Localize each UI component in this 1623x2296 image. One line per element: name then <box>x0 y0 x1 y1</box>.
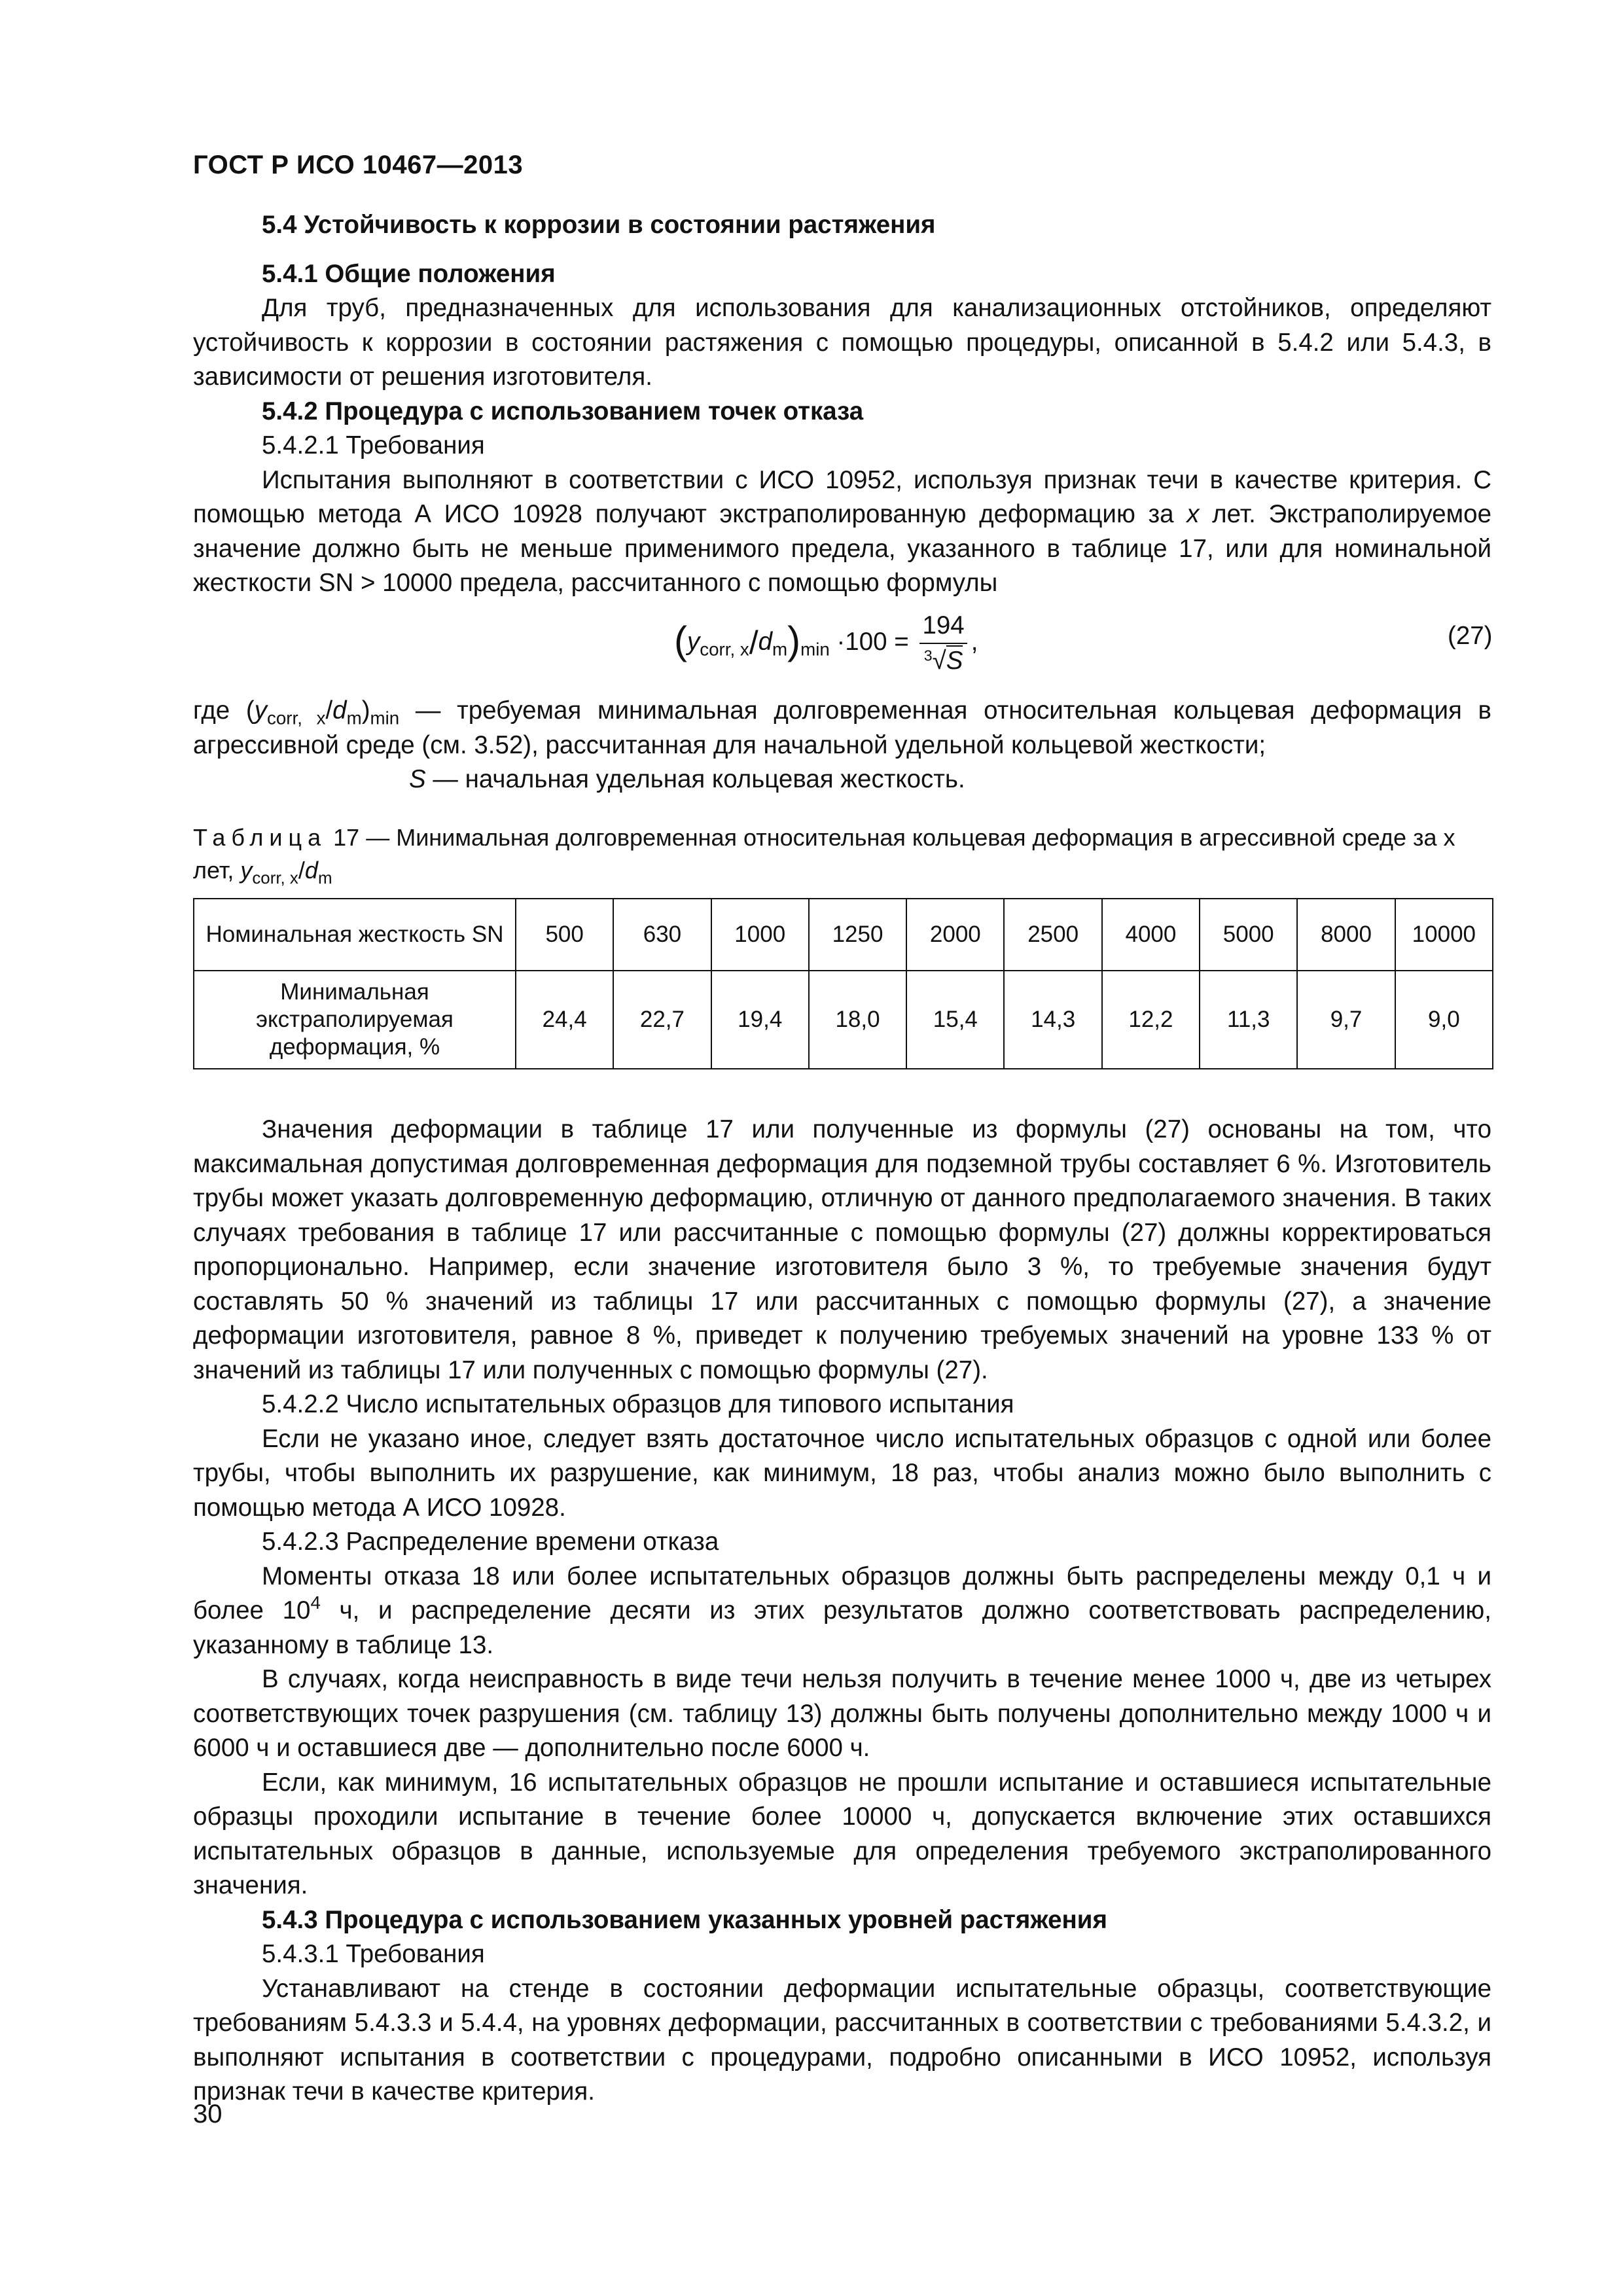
where-s: S <box>409 765 426 793</box>
where-intro: где <box>193 696 230 725</box>
equation-number: (27) <box>1448 622 1493 650</box>
text-part: ч, и распределение десяти из этих результатов должно соответствовать распределению, указанному в таблице 13. <box>193 1596 1491 1659</box>
section-5-4-1-title: 5.4.1 Общие положения <box>262 259 556 288</box>
text-part: лет. Экстраполируемое значение должно быть не меньше применимого предела, указанного в таблице 17, или для номинальной жесткости SN > 10000 предела, рассчитанного с помощью формулы <box>193 500 1491 597</box>
sn-cell: 500 <box>516 899 613 971</box>
section-5-4-2-1-title: 5.4.2.1 Требования <box>262 431 485 459</box>
text-part: Испытания выполняют в соответствии с ИСО 10952, используя признак течи в качестве критерия. С помощью метода А ИСО 10928 получают экстраполированную деформацию за <box>193 465 1491 528</box>
formula-root-index: 3 <box>923 647 933 664</box>
sn-cell: 5000 <box>1200 899 1297 971</box>
formula-27: $(y_{corr, x}/d_m)_{min} \cdot 100$ = $\frac{194}{^3√S}$ , <box>674 609 978 678</box>
deformation-cell: 11,3 <box>1200 971 1297 1069</box>
section-5-4-title: 5.4 Устойчивость к коррозии в состоянии растяжения <box>262 211 936 239</box>
section-5-4-2-1-text <box>193 463 1491 601</box>
table-row <box>194 899 1493 971</box>
sn-cell: 1000 <box>711 899 809 971</box>
deformation-cell: 14,3 <box>1004 971 1101 1069</box>
table-caption-word: Таблица <box>193 824 327 851</box>
after-table-block <box>193 1113 1491 2109</box>
where-y-sub: corr, x <box>266 708 326 728</box>
document-code: ГОСТ Р ИСО 10467—2013 <box>193 151 524 179</box>
where-y: y <box>254 696 267 725</box>
formula-denominator: $^3$√S <box>923 647 963 675</box>
formula-d-sub: m <box>772 639 788 660</box>
where-text-1: — требуемая минимальная долговременная относительная кольцевая деформация в агрессивной среде (см. 3.52), рассчитанная для начальной удельной кольцевой жесткости; <box>193 696 1491 759</box>
sn-cell: 2500 <box>1004 899 1101 971</box>
page-number: 30 <box>193 2100 223 2128</box>
deformation-cell: 9,7 <box>1297 971 1395 1069</box>
table-17 <box>193 898 1493 1069</box>
table-17-caption: Таблица 17 — Минимальная долговременная относительная кольцевая деформация в агрессивной среде за x лет, $y_{corr, x}/d_m$ <box>193 824 1455 888</box>
section-5-4-2-title: 5.4.2 Процедура с использованием точек отказа <box>262 397 864 425</box>
deformation-cell: 24,4 <box>516 971 613 1069</box>
where-min-sub: min <box>370 708 400 728</box>
formula-numerator: 194 <box>919 609 967 644</box>
paragraph-leak-cases: В случаях, когда неисправность в виде течи нельзя получить в течение менее 1000 ч, две из четырех соответствующих точек разрушения (см. таблицу 13) должны быть получены дополнительно между 1000 ч и 6000 ч и оставшиеся две — дополнительно после 6000 ч. <box>193 1665 1491 1762</box>
caption-d-sub: m <box>317 869 332 888</box>
table-caption-text: 17 — Минимальная долговременная относительная кольцевая деформация в агрессивной среде за x лет, <box>193 824 1455 884</box>
caption-y-sub: corr, x <box>252 869 298 888</box>
where-text-2: — начальная удельная кольцевая жесткость. <box>425 765 965 793</box>
deformation-cell: 19,4 <box>711 971 809 1069</box>
where-s-definition <box>193 762 1491 797</box>
where-d-sub: m <box>346 708 362 728</box>
section-5-4-1-text: Для труб, предназначенных для использования для канализационных отстойников, определяют устойчивость к коррозии в состоянии растяжения с помощью процедуры, описанной в 5.4.2 или 5.4.3, в зависимости от решения изготовителя. <box>193 294 1491 391</box>
deformation-cell: 15,4 <box>906 971 1004 1069</box>
formula-root-var: S <box>946 647 963 675</box>
variable-x: x <box>1186 500 1200 528</box>
row-header-deformation: Минимальная экстраполируемая деформация, % <box>194 971 516 1069</box>
power-sup: 4 <box>310 1592 321 1613</box>
section-5-4-3-1-text: Устанавливают на стенде в состоянии деформации испытательные образцы, соответствующие требованиям 5.4.3.3 и 5.4.4, на уровнях деформации, рассчитанных в соответствии с требованиями 5.4.3.2, и выполняют испытания в соответствии с процедурами, подробно описанными в ИСО 10952, используя признак течи в качестве критерия. <box>193 1974 1491 2106</box>
sn-cell: 4000 <box>1102 899 1200 971</box>
formula-y-sub: corr, x <box>700 639 749 660</box>
paragraph-remaining-specimens: Если, как минимум, 16 испытательных образцов не прошли испытание и оставшиеся испытательные образцы проходили испытание в течение более 10000 ч, допускается включение этих оставшихся испытательных образцов в данные, используемые для определения требуемого экстраполированного значения. <box>193 1768 1491 1899</box>
deformation-cell: 9,0 <box>1395 971 1493 1069</box>
formula-y: y <box>687 628 700 656</box>
section-5-4-2-2-title: 5.4.2.2 Число испытательных образцов для типового испытания <box>262 1390 1014 1418</box>
where-d: d <box>332 696 347 725</box>
formula-min-sub: min <box>800 639 830 660</box>
formula-d: d <box>758 628 773 656</box>
row-header-sn: Номинальная жесткость SN <box>194 899 516 971</box>
formula-mult: ·100 = <box>836 628 909 656</box>
section-5-4-3-title: 5.4.3 Процедура с использованием указанных уровней растяжения <box>262 1905 1107 1934</box>
table-row <box>194 971 1493 1069</box>
sn-cell: 2000 <box>906 899 1004 971</box>
paragraph-deformation-values: Значения деформации в таблице 17 или полученные из формулы (27) основаны на том, что максимальная допустимая долговременная деформация для подземной трубы составляет 6 %. Изготовитель трубы может указать долговременную деформацию, отличную от данного предполагаемого значения. В таких случаях требования в таблице 17 или рассчитанные с помощью формулы (27) должны корректироваться пропорционально. Например, если значение изготовителя было 3 %, то требуемые значения будут составлять 50 % значений из таблицы 17 или рассчитанных с помощью формулы (27), а значение деформации изготовителя, равное 8 %, приведет к получению требуемых значений на уровне 133 % от значений из таблицы 17 или полученных с помощью формулы (27). <box>193 1115 1491 1384</box>
paragraph-failure-distribution <box>193 1560 1491 1663</box>
paragraph-specimen-count: Если не указано иное, следует взять достаточное число испытательных образцов с одной или более трубы, чтобы выполнить их разрушение, как минимум, 18 раз, чтобы анализ можно было выполнить с помощью метода А ИСО 10928. <box>193 1424 1491 1522</box>
sn-cell: 630 <box>613 899 711 971</box>
deformation-cell: 22,7 <box>613 971 711 1069</box>
caption-d: d <box>304 857 318 884</box>
formula-explanation <box>193 694 1491 797</box>
intro-block <box>193 208 1491 601</box>
formula-fraction <box>919 609 967 678</box>
deformation-cell: 12,2 <box>1102 971 1200 1069</box>
deformation-cell: 18,0 <box>809 971 906 1069</box>
formula-tail: , <box>971 628 978 656</box>
section-5-4-3-1-title: 5.4.3.1 Требования <box>262 1940 485 1968</box>
caption-y: y <box>240 857 253 884</box>
section-5-4-2-3-title: 5.4.2.3 Распределение времени отказа <box>262 1528 719 1556</box>
sn-cell: 8000 <box>1297 899 1395 971</box>
sn-cell: 1250 <box>809 899 906 971</box>
sn-cell: 10000 <box>1395 899 1493 971</box>
text-part: Моменты отказа 18 или более испытательных образцов должны быть распределены между 0,1 ч и более 10 <box>193 1562 1491 1624</box>
where-y-definition: где $(y_{corr, x}/d_m)_{min}$ — требуемая минимальная долговременная относительная кольцевая деформация в агрессивной среде (см. 3.52), рассчитанная для начальной удельной кольцевой жесткости; <box>193 696 1491 759</box>
